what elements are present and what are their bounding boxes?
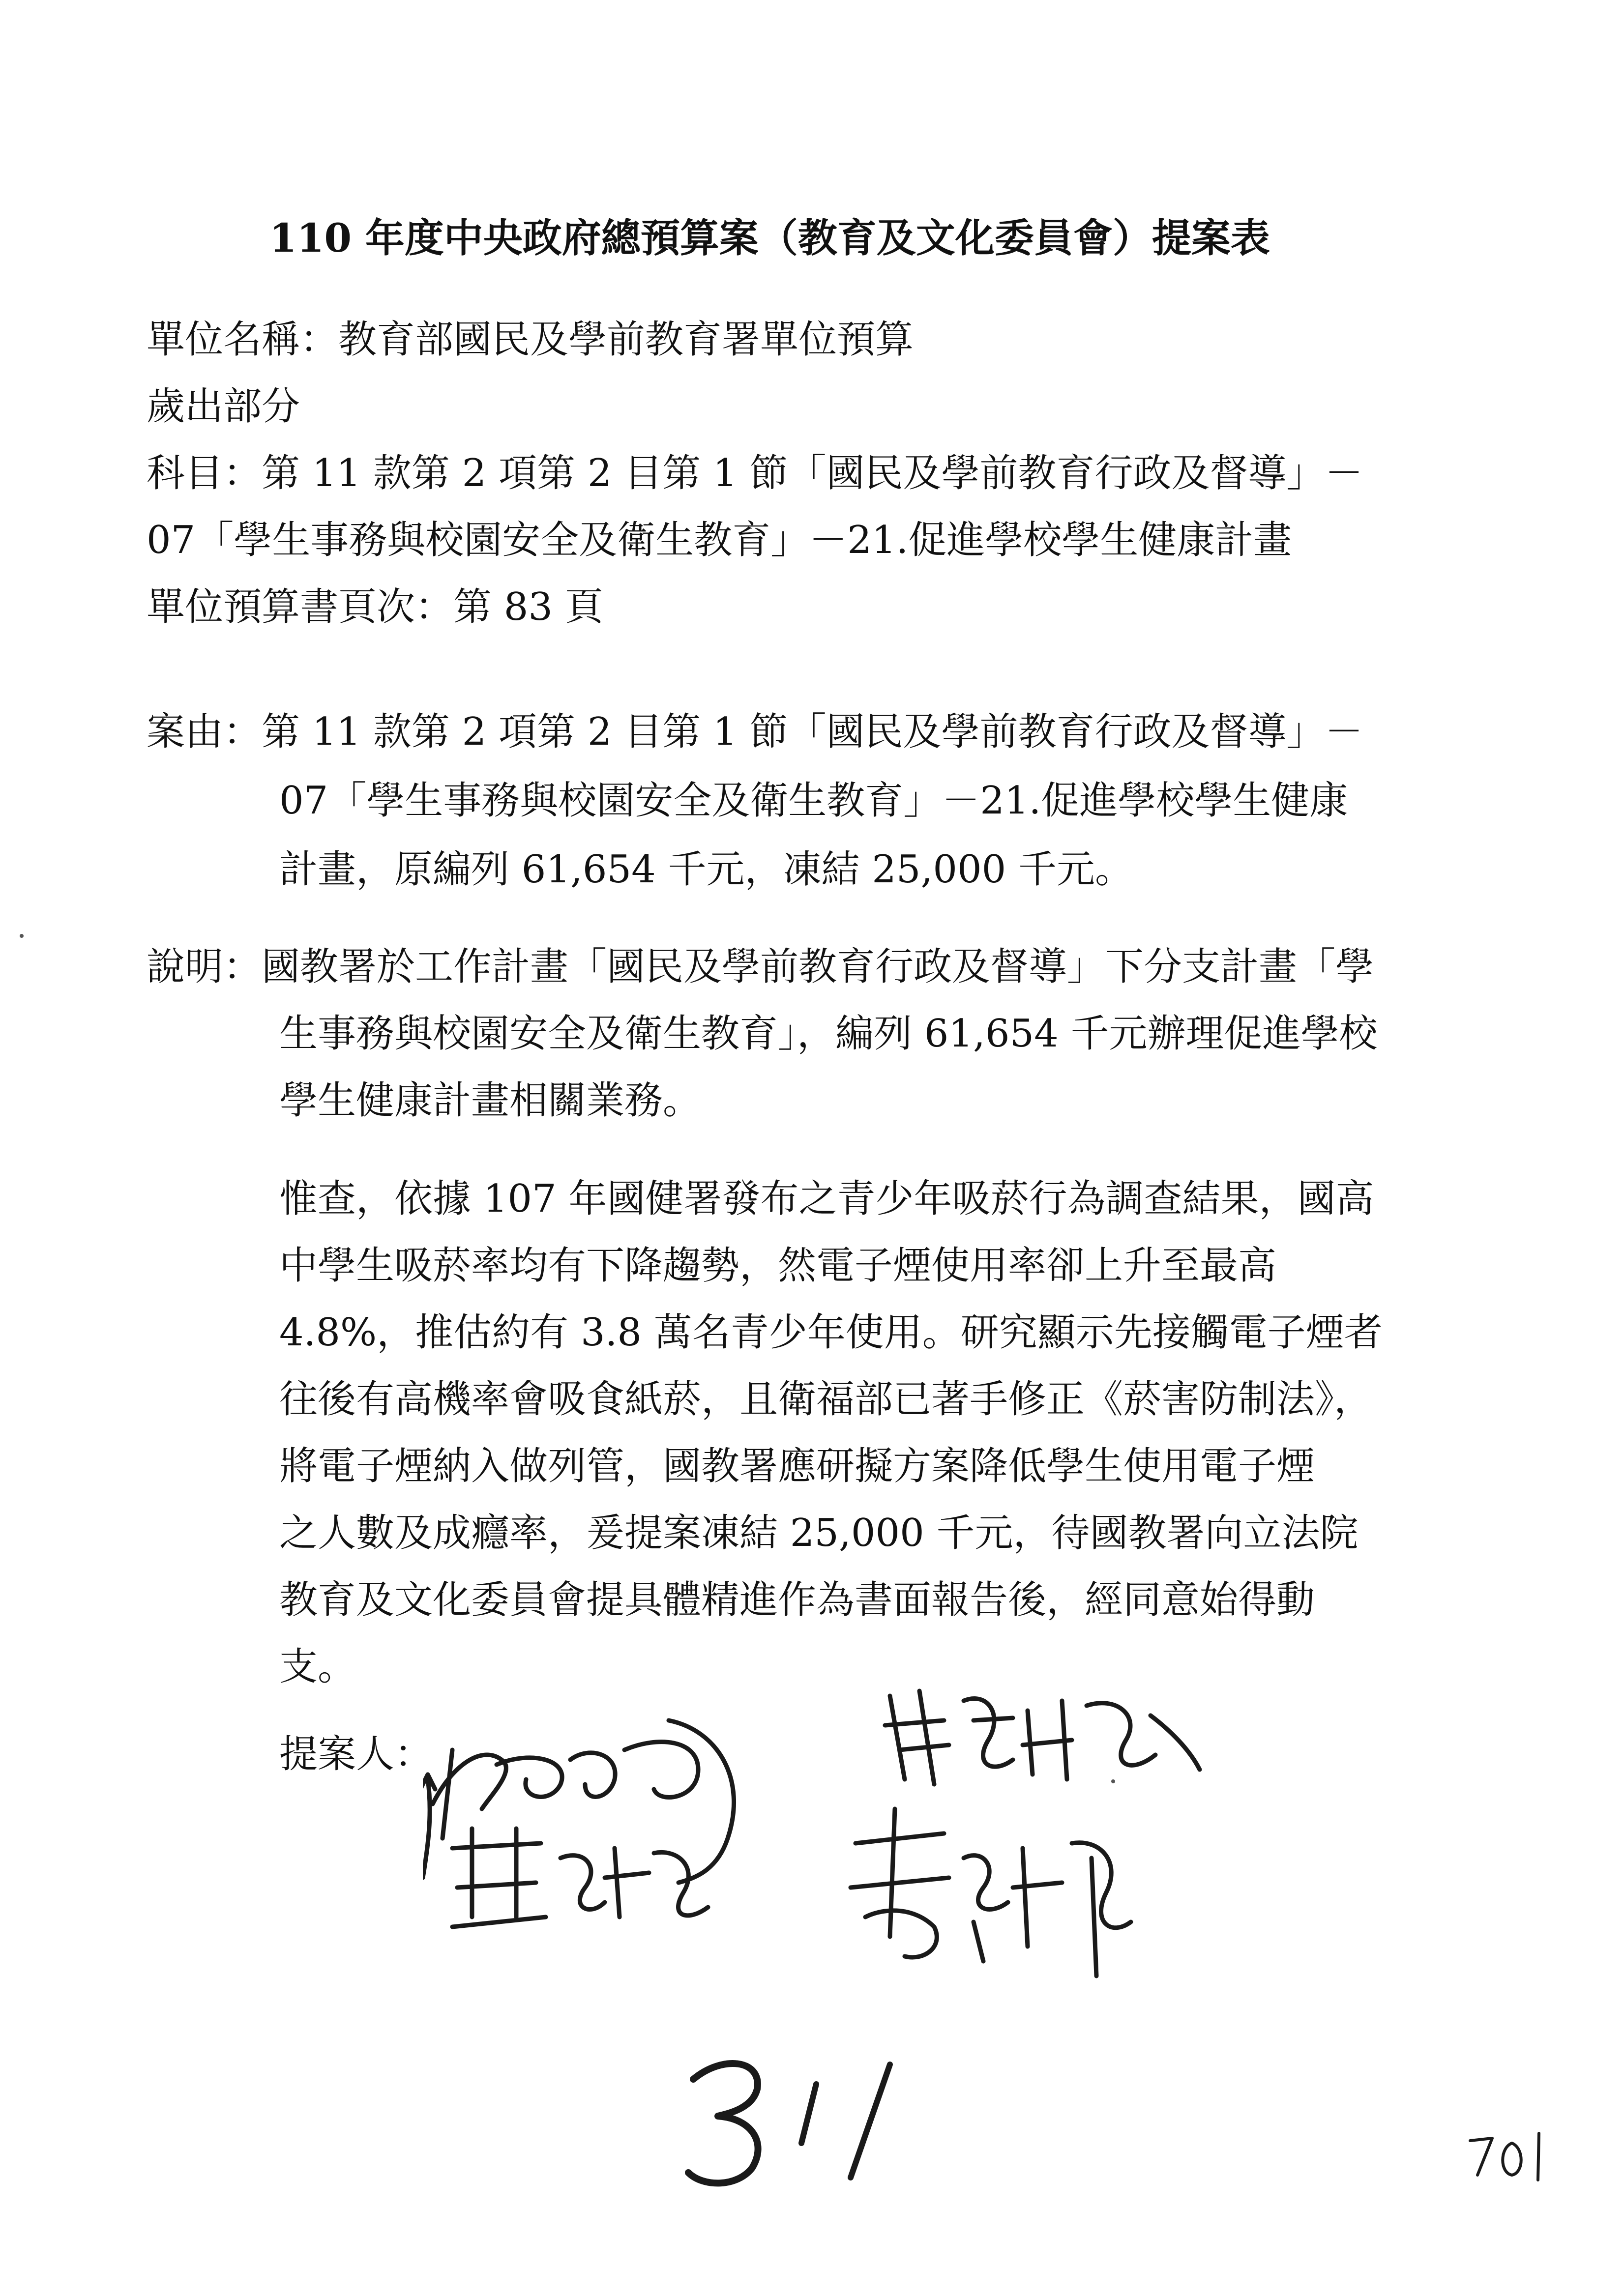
- unit-name-line: 單位名稱：教育部國民及學前教育署單位預算: [147, 318, 914, 362]
- page-title: 110 年度中央政府總預算案（教育及文化委員會）提案表: [269, 215, 1270, 261]
- paragraph-line-6: 之人數及成癮率，爰提案凍結 25,000 千元，待國教署向立法院: [279, 1511, 1358, 1555]
- signature-2-image: [443, 1819, 718, 1942]
- explanation-line-1: 說明：國教署於工作計畫「國民及學前教育行政及督導」下分支計畫「學: [147, 945, 1374, 989]
- paragraph-line-1: 惟查，依據 107 年國健署發布之青少年吸菸行為調查結果，國高: [279, 1177, 1374, 1221]
- handwritten-page-number-image: [1465, 2128, 1554, 2187]
- paragraph-line-7: 教育及文化委員會提具體精進作為書面報告後，經同意始得動: [279, 1578, 1315, 1622]
- case-line-3: 計畫，原編列 61,654 千元，凍結 25,000 千元。: [279, 847, 1134, 892]
- scan-speck: [1111, 1779, 1115, 1783]
- subject-line-1: 科目：第 11 款第 2 項第 2 目第 1 節「國民及學前教育行政及督導」－: [147, 451, 1363, 495]
- paragraph-line-8: 支。: [279, 1645, 356, 1689]
- paragraph-line-3: 4.8%，推估約有 3.8 萬名青少年使用。研究顯示先接觸電子煙者: [279, 1310, 1383, 1355]
- proposer-label: 提案人：: [279, 1732, 433, 1776]
- signature-4-image: [836, 1799, 1141, 2005]
- scan-speck: [20, 934, 24, 938]
- paragraph-line-2: 中學生吸菸率均有下降趨勢，然電子煙使用率卻上升至最高: [279, 1244, 1277, 1288]
- paragraph-line-5: 將電子煙納入做列管，國教署應研擬方案降低學生使用電子煙: [279, 1444, 1315, 1488]
- case-line-2: 07「學生事務與校園安全及衛生教育」－21.促進學校學生健康: [279, 779, 1348, 823]
- signature-3-image: [875, 1671, 1210, 1794]
- case-line-1: 案由：第 11 款第 2 項第 2 目第 1 節「國民及學前教育行政及督導」－: [147, 710, 1363, 754]
- paragraph-line-4: 往後有高機率會吸食紙菸，且衛福部已著手修正《菸害防制法》，: [279, 1377, 1373, 1422]
- subject-line-2: 07「學生事務與校園安全及衛生教育」－21.促進學校學生健康計畫: [147, 518, 1292, 562]
- page-reference-line: 單位預算書頁次：第 83 頁: [147, 585, 603, 629]
- section-line: 歲出部分: [147, 384, 300, 429]
- handwritten-number-311-image: [683, 2050, 939, 2197]
- explanation-line-3: 學生健康計畫相關業務。: [279, 1078, 702, 1123]
- explanation-line-2: 生事務與校園安全及衛生教育」，編列 61,654 千元辦理促進學校: [279, 1012, 1378, 1056]
